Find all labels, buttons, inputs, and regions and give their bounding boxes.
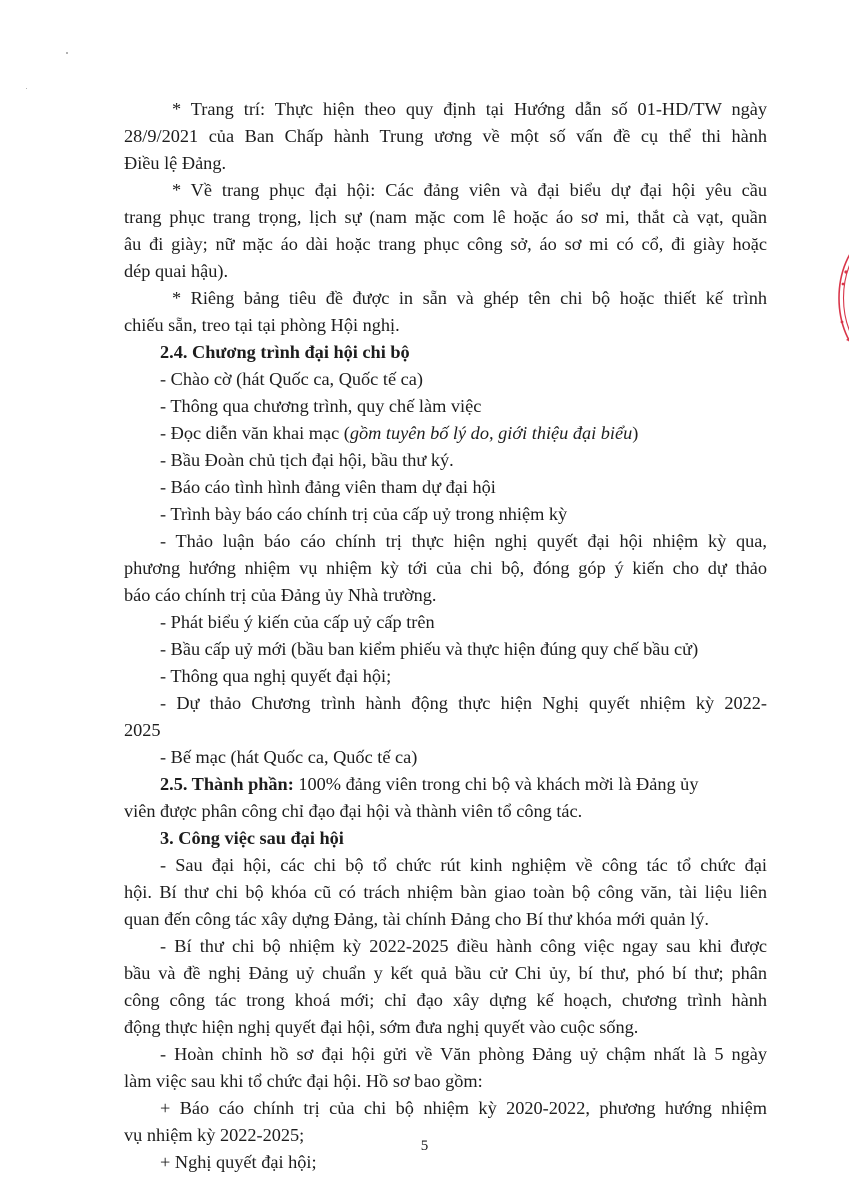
list-item-continuation: 2025 — [124, 720, 161, 740]
section-heading: 2.4. Chương trình đại hội chi bộ — [160, 342, 410, 362]
list-item: - Báo cáo tình hình đảng viên tham dự đại hội — [160, 477, 496, 497]
list-item: - Trình bày báo cáo chính trị của cấp uỷ trong nhiệm kỳ — [160, 504, 568, 524]
list-item-text: ) — [632, 423, 639, 443]
page-number: 5 — [420, 1138, 429, 1154]
scan-speck — [66, 52, 68, 54]
paragraph-line: Điều lệ Đảng. — [124, 153, 227, 173]
section-text: 100% đảng viên trong chi bộ và khách mời là Đảng ủy — [293, 774, 699, 794]
paragraph-line: + Nghị quyết đại hội; — [160, 1152, 317, 1172]
list-item — [160, 422, 803, 444]
list-item: - Dự thảo Chương trình hành động thực hiện Nghị quyết nhiệm kỳ 2022- — [160, 693, 767, 713]
paragraph-line: - Bí thư chi bộ nhiệm kỳ 2022-2025 điều hành công việc ngay sau khi được — [160, 936, 767, 956]
section-paragraph — [160, 773, 803, 795]
list-item: - Thông qua nghị quyết đại hội; — [160, 666, 392, 686]
paragraph-line: * Trang trí: Thực hiện theo quy định tại Hướng dẫn số 01-HD/TW ngày — [172, 99, 767, 119]
paragraph-line: - Hoàn chỉnh hồ sơ đại hội gửi về Văn phòng Đảng uỷ chậm nhất là 5 ngày — [160, 1044, 767, 1064]
red-seal-stamp — [808, 232, 849, 364]
paragraph-line: trang phục trang trọng, lịch sự (nam mặc com lê hoặc áo sơ mi, thắt cà vạt, quần — [124, 207, 767, 227]
paragraph-line: viên được phân công chỉ đạo đại hội và thành viên tổ công tác. — [124, 801, 583, 821]
list-item: - Phát biểu ý kiến của cấp uỷ cấp trên — [160, 612, 435, 632]
list-item-continuation: phương hướng nhiệm vụ nhiệm kỳ tới của chi bộ, đóng góp ý kiến cho dự thảo — [124, 558, 767, 578]
list-item: - Bầu cấp uỷ mới (bầu ban kiểm phiếu và thực hiện đúng quy chế bầu cử) — [160, 639, 699, 659]
paragraph-line: vụ nhiệm kỳ 2022-2025; — [124, 1125, 305, 1145]
paragraph-line: động thực hiện nghị quyết đại hội, sớm đưa nghị quyết vào cuộc sống. — [124, 1017, 639, 1037]
list-item-text: - Đọc diễn văn khai mạc ( — [160, 423, 350, 443]
list-item: - Chào cờ (hát Quốc ca, Quốc tế ca) — [160, 369, 423, 389]
paragraph-line: chiếu sẵn, treo tại tại phòng Hội nghị. — [124, 315, 400, 335]
scan-speck — [26, 88, 27, 89]
list-item: - Thông qua chương trình, quy chế làm việc — [160, 396, 482, 416]
paragraph-line: công công tác trong khoá mới; chỉ đạo xây dựng kế hoạch, chương trình hành — [124, 990, 767, 1010]
paragraph-line: - Sau đại hội, các chi bộ tổ chức rút kinh nghiệm về công tác tổ chức đại — [160, 855, 767, 875]
paragraph-line: bầu và đề nghị Đảng uỷ chuẩn y kết quả bầu cử Chi ủy, bí thư, phó bí thư; phân — [124, 963, 767, 983]
paragraph-line: 28/9/2021 của Ban Chấp hành Trung ương về một số vấn đề cụ thể thi hành — [124, 126, 767, 146]
paragraph-line: + Báo cáo chính trị của chi bộ nhiệm kỳ 2020-2022, phương hướng nhiệm — [160, 1098, 767, 1118]
list-item: - Bế mạc (hát Quốc ca, Quốc tế ca) — [160, 747, 418, 767]
list-item: - Bầu Đoàn chủ tịch đại hội, bầu thư ký. — [160, 450, 454, 470]
list-item-italic-text: gồm tuyên bố lý do, giới thiệu đại biểu — [349, 423, 633, 443]
list-item: - Thảo luận báo cáo chính trị thực hiện nghị quyết đại hội nhiệm kỳ qua, — [160, 531, 767, 551]
paragraph-line: dép quai hậu). — [124, 261, 229, 281]
paragraph-line: quan đến công tác xây dựng Đảng, tài chính Đảng cho Bí thư khóa mới quản lý. — [124, 909, 709, 929]
paragraph-line: làm việc sau khi tổ chức đại hội. Hồ sơ bao gồm: — [124, 1071, 483, 1091]
paragraph-line: * Riêng bảng tiêu đề được in sẵn và ghép tên chi bộ hoặc thiết kế trình — [172, 288, 767, 308]
list-item-continuation: báo cáo chính trị của Đảng ủy Nhà trường. — [124, 585, 437, 605]
section-label: 2.5. Thành phần: — [160, 774, 294, 794]
paragraph-line: hội. Bí thư chi bộ khóa cũ có trách nhiệm bàn giao toàn bộ công văn, tài liệu liên — [124, 882, 767, 902]
paragraph-line: âu đi giày; nữ mặc áo dài hoặc trang phục công sở, áo sơ mi có cổ, đi giày hoặc — [124, 234, 767, 254]
section-heading: 3. Công việc sau đại hội — [160, 828, 344, 848]
paragraph-line: * Về trang phục đại hội: Các đảng viên và đại biểu dự đại hội yêu cầu — [172, 180, 767, 200]
